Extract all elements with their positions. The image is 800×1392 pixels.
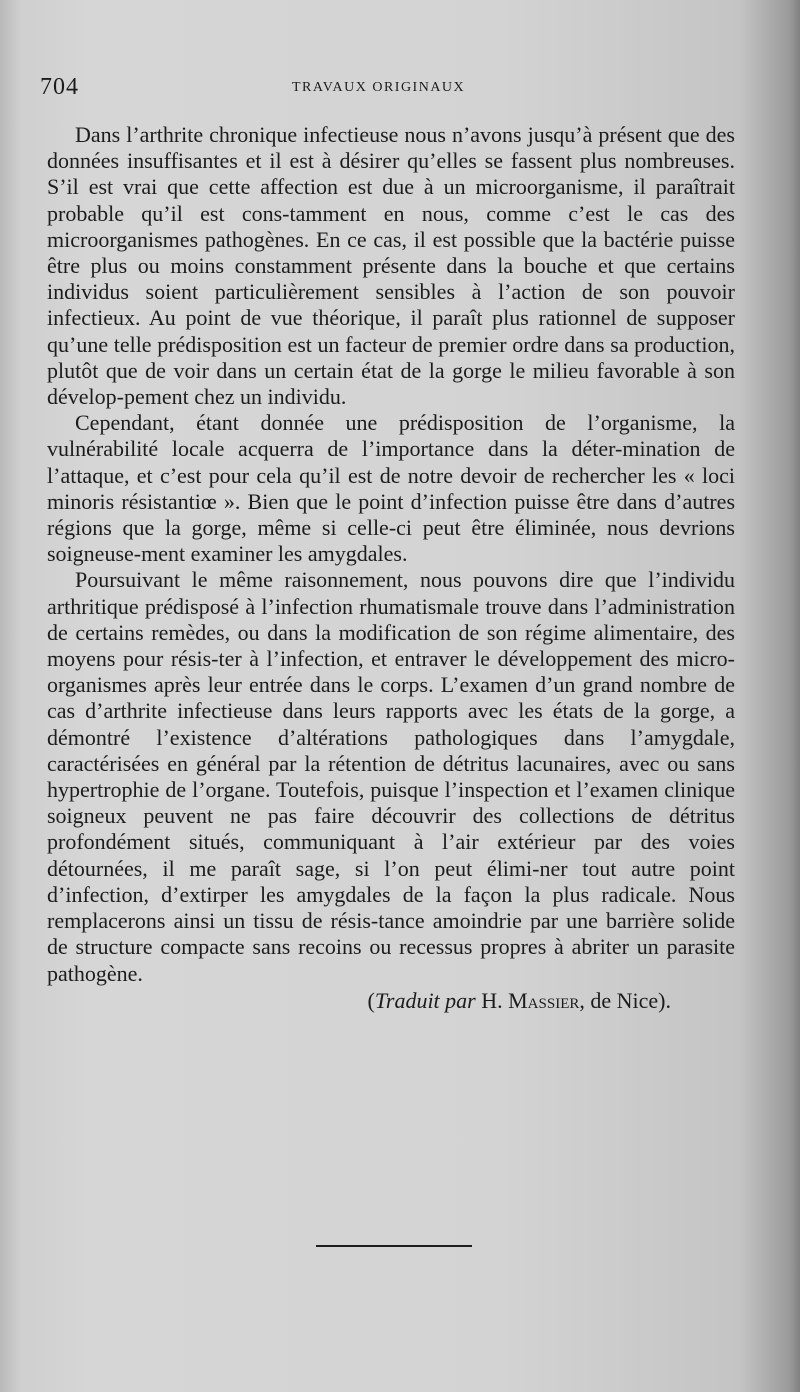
article-body xyxy=(47,122,735,1015)
running-head: TRAVAUX ORIGINAUX xyxy=(292,80,466,95)
translator-name: Massier xyxy=(508,987,580,1013)
translator-place: , de Nice). xyxy=(579,987,671,1013)
paragraph-3: Poursuivant le même raisonnement, nous pouvons dire que l’individu arthritique prédisposé à l’infection rhumatismale trouve dans l’administration de certains remèdes, ou dans la modification de son régime alimentaire, des moyens pour résis-ter à l’infection, et entraver le développement des micro-organismes après leur entrée dans le corps. L’examen d’un grand nombre de cas d’arthrite infectieuse dans leurs rapports avec les états de la gorge, a démontré l’existence d’altérations pathologiques dans l’amygdale, caractérisées en général par la rétention de détritus lacunaires, avec ou sans hypertrophie de l’organe. Toutefois, puisque l’inspection et l’examen clinique soigneux peuvent ne pas faire découvrir des collections de détritus profondément situés, communiquant à l’air extérieur par des voies détournées, il me paraît sage, si l’on peut élimi-ner tout autre point d’infection, d’extirper les amygdales de la façon la plus radicale. Nous remplacerons ainsi un tissu de résis-tance amoindrie par une barrière solide de structure compacte sans recoins ou recessus propres à abriter un parasite pathogène. xyxy=(47,567,735,986)
translated-by-label: Traduit par xyxy=(374,987,476,1013)
translator-initial: H. xyxy=(481,987,503,1013)
page-header xyxy=(40,74,740,104)
page-number: 704 xyxy=(40,74,79,100)
paragraph-2: Cependant, étant donnée une prédisposition de l’organisme, la vulnérabilité locale acquerra de l’importance dans la déter-mination de l’attaque, et c’est pour cela qu’il est de notre devoir de rechercher les « loci minoris résistantiœ ». Bien que le point d’infection puisse être dans d’autres régions que la gorge, même si celle-ci peut être éliminée, nous devrions soigneuse-ment examiner les amygdales. xyxy=(47,410,735,567)
paragraph-1: Dans l’arthrite chronique infectieuse nous n’avons jusqu’à présent que des données insuffisantes et il est à désirer qu’elles se fassent plus nombreuses. S’il est vrai que cette affection est due à un microorganisme, il paraîtrait probable qu’il est cons-tamment en nous, comme c’est le cas des microorganismes pathogènes. En ce cas, il est possible que la bactérie puisse être plus ou moins constamment présente dans la bouche et que certains individus soient particulièrement sensibles à l’action de son pouvoir infectieux. Au point de vue théorique, il paraît plus rationnel de supposer qu’une telle prédisposition est un facteur de premier ordre dans sa production, plutôt que de voir dans un certain état de la gorge le milieu favorable à son dévelop-pement chez un individu. xyxy=(47,122,735,410)
end-rule xyxy=(316,1245,472,1247)
translator-credit xyxy=(47,987,735,1015)
credit-open-paren: ( xyxy=(367,987,375,1013)
